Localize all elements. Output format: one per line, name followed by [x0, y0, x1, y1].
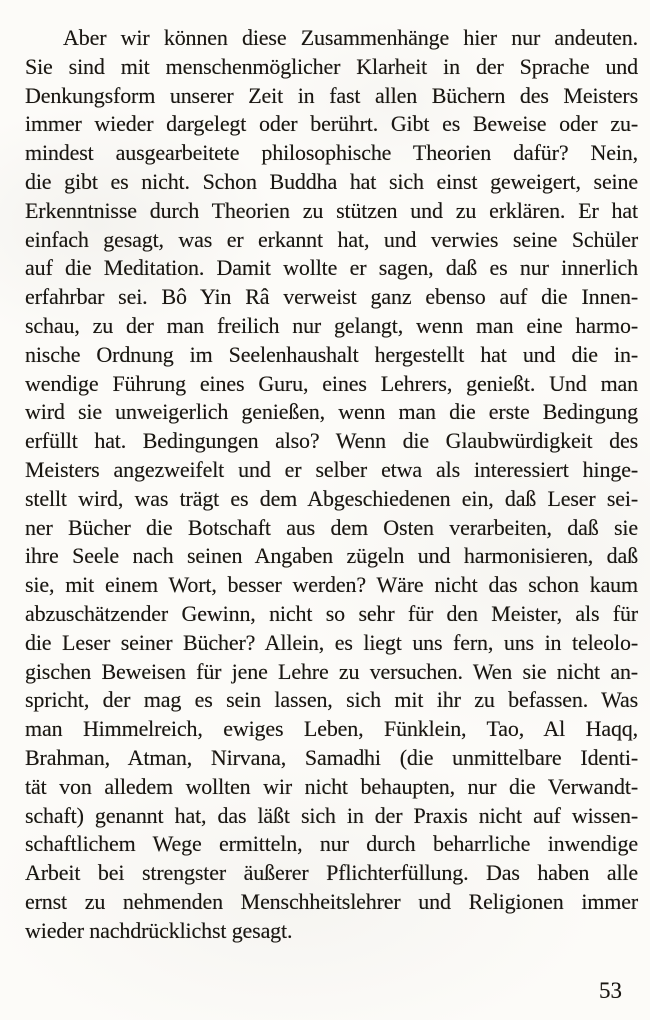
text-line: einfach gesagt, was er erkannt hat, und verwies seine Schüler [25, 226, 638, 252]
text-line: gischen Beweisen für jene Lehre zu versuchen. Wen sie nicht an- [25, 658, 638, 684]
text-line: stellt wird, was trägt es dem Abgeschiedenen ein, daß Leser sei- [25, 485, 638, 511]
text-line: schaftlichem Wege ermitteln, nur durch beharrliche inwendige [25, 831, 638, 857]
text-line: spricht, der mag es sein lassen, sich mit ihr zu befassen. Was [25, 687, 638, 713]
text-line: auf die Meditation. Damit wollte er sagen, daß es nur innerlich [25, 255, 638, 281]
text-line: abzuschätzender Gewinn, nicht so sehr für den Meister, als für [25, 600, 638, 626]
text-line: die gibt es nicht. Schon Buddha hat sich einst geweigert, seine [25, 168, 638, 194]
text-line: schau, zu der man freilich nur gelangt, wenn man eine harmo- [25, 312, 638, 338]
page-number: 53 [599, 978, 622, 1003]
text-line: nische Ordnung im Seelenhaushalt hergestellt hat und die in- [25, 341, 638, 367]
text-line: Arbeit bei strengster äußerer Pflichterfüllung. Das haben alle [25, 860, 638, 886]
text-line: wieder nachdrücklichst gesagt. [25, 917, 293, 943]
text-line: Denkungsform unserer Zeit in fast allen Büchern des Meisters [25, 82, 638, 108]
text-line: wendige Führung eines Guru, eines Lehrers, genießt. Und man [25, 370, 638, 396]
text-line: man Himmelreich, ewiges Leben, Fünklein, Tao, Al Haqq, [25, 716, 638, 742]
page-text [25, 24, 638, 946]
text-line: ihre Seele nach seinen Angaben zügeln und harmonisieren, daß [25, 543, 638, 569]
text-line: Sie sind mit menschenmöglicher Klarheit in der Sprache und [25, 53, 638, 79]
text-line: Erkenntnisse durch Theorien zu stützen und zu erklären. Er hat [25, 197, 638, 223]
text-line: erfüllt hat. Bedingungen also? Wenn die Glaubwürdigkeit des [25, 428, 638, 454]
text-line: die Leser seiner Bücher? Allein, es liegt uns fern, uns in teleolo- [25, 629, 638, 655]
text-line: ernst zu nehmenden Menschheitslehrer und Religionen immer [25, 888, 638, 914]
text-line: wird sie unweigerlich genießen, wenn man die erste Bedingung [25, 399, 638, 425]
text-line: erfahrbar sei. Bô Yin Râ verweist ganz ebenso auf die Innen- [25, 284, 638, 310]
text-line: Brahman, Atman, Nirvana, Samadhi (die unmittelbare Identi- [25, 744, 638, 770]
text-line: immer wieder dargelegt oder berührt. Gibt es Beweise oder zu- [25, 111, 638, 137]
text-line: Meisters angezweifelt und er selber etwa als interessiert hinge- [25, 456, 638, 482]
text-line: schaft) genannt hat, das läßt sich in der Praxis nicht auf wissen- [25, 802, 638, 828]
text-line: sie, mit einem Wort, besser werden? Wäre nicht das schon kaum [25, 572, 638, 598]
text-line: tät von alledem wollten wir nicht behaupten, nur die Verwandt- [25, 773, 638, 799]
text-line: ner Bücher die Botschaft aus dem Osten verarbeiten, daß sie [25, 514, 638, 540]
text-line: Aber wir können diese Zusammenhänge hier nur andeuten. [63, 25, 638, 50]
text-line: mindest ausgearbeitete philosophische Theorien dafür? Nein, [25, 140, 638, 166]
